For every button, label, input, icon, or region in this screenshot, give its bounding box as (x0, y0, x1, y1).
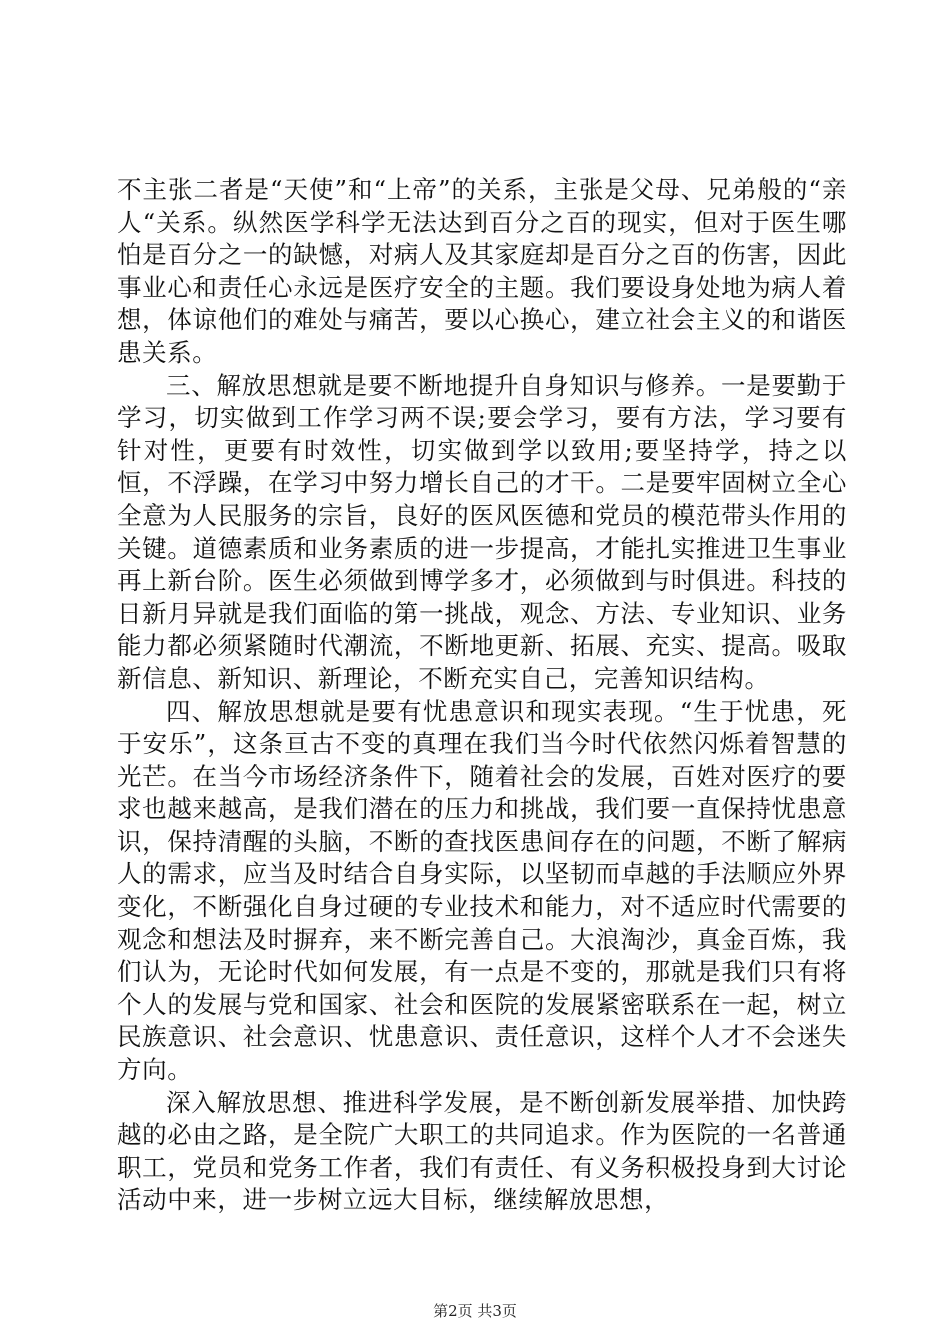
paragraph-continuation: 不主张二者是“天使”和“上帝”的关系，主张是父母、兄弟般的“亲人“关系。纵然医学科学无法达到百分之百的现实，但对于医生哪怕是百分之一的缺憾，对病人及其家庭却是百分之百的伤害，因此事业心和责任心永远是医疗安全的主题。我们要设身处地为病人着想，体谅他们的难处与痛苦，要以心换心，建立社会主义的和谐医患关系。 (117, 175, 847, 367)
paragraph-conclusion: 深入解放思想、推进科学发展，是不断创新发展举措、加快跨越的必由之路，是全院广大职工的共同追求。作为医院的一名普通职工，党员和党务工作者，我们有责任、有义务积极投身到大讨论活动中来，进一步树立远大目标，继续解放思想， (117, 1087, 847, 1215)
document-body (117, 174, 847, 1217)
page-number-footer: 第2页 共3页 (433, 1302, 517, 1320)
paragraph-section-three: 三、解放思想就是要不断地提升自身知识与修养。一是要勤于学习，切实做到工作学习两不误;要会学习，要有方法，学习要有针对性，更要有时效性，切实做到学以致用;要坚持学，持之以恒，不浮躁，在学习中努力增长自己的才干。二是要牢固树立全心全意为人民服务的宗旨，良好的医风医德和党员的模范带头作用的关键。道德素质和业务素质的进一步提高，才能扎实推进卫生事业再上新台阶。医生必须做到博学多才，必须做到与时俱进。科技的日新月异就是我们面临的第一挑战，观念、方法、专业知识、业务能力都必须紧随时代潮流，不断地更新、拓展、充实、提高。吸取新信息、新知识、新理论，不断充实自己，完善知识结构。 (117, 370, 847, 693)
paragraph-section-four: 四、解放思想就是要有忧患意识和现实表现。“生于忧患，死于安乐”，这条亘古不变的真理在我们当今时代依然闪烁着智慧的光芒。在当今市场经济条件下，随着社会的发展，百姓对医疗的要求也越来越高，是我们潜在的压力和挑战，我们要一直保持忧患意识，保持清醒的头脑，不断的查找医患间存在的问题，不断了解病人的需求，应当及时结合自身实际，以坚韧而卓越的手法顺应外界变化，不断强化自身过硬的专业技术和能力，对不适应时代需要的观念和想法及时摒弃，来不断完善自己。大浪淘沙，真金百炼，我们认为，无论时代如何发展，有一点是不变的，那就是我们只有将个人的发展与党和国家、社会和医院的发展紧密联系在一起，树立民族意识、社会意识、忧患意识、责任意识，这样个人才不会迷失方向。 (117, 696, 847, 1085)
